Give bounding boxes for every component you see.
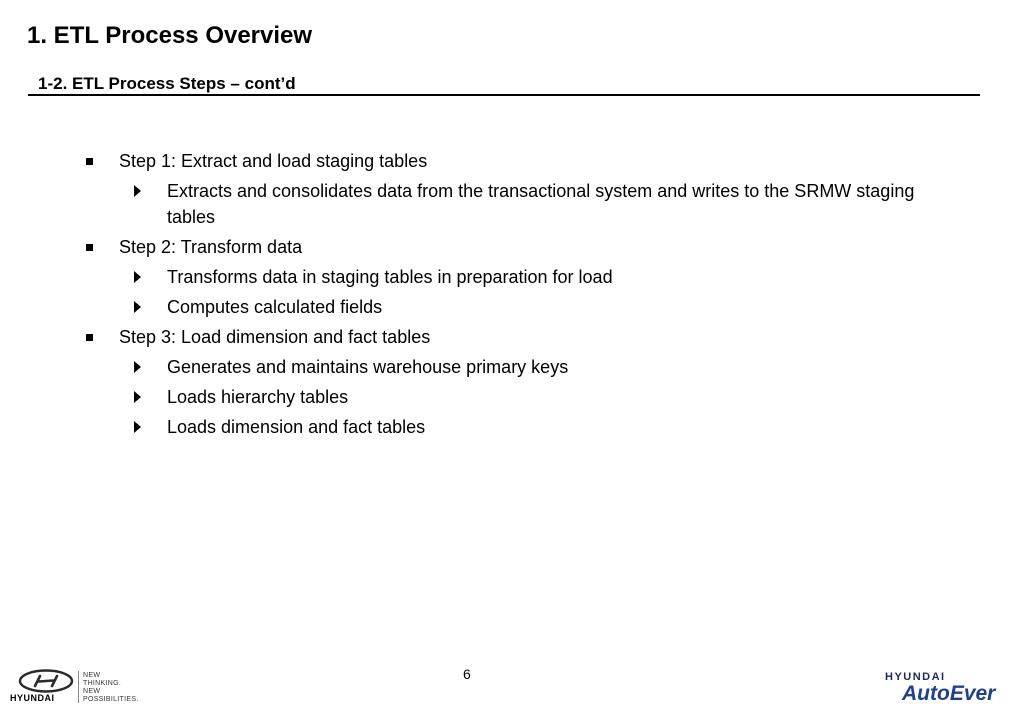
- autoever-brand: HYUNDAI: [885, 671, 946, 683]
- triangle-bullet-icon: [134, 301, 141, 313]
- step-label: Step 1: Extract and load staging tables: [119, 151, 428, 171]
- hyundai-logo: [10, 669, 140, 705]
- logo-divider: [78, 671, 79, 703]
- sub-item-text: Generates and maintains warehouse primary keys: [167, 357, 569, 377]
- sub-item-text: Loads hierarchy tables: [167, 387, 349, 407]
- square-bullet-icon: [86, 244, 93, 251]
- sub-item: [86, 178, 926, 230]
- sub-item-text: Extracts and consolidates data from the transactional system and writes to the SRMW staging tables: [167, 181, 915, 227]
- triangle-bullet-icon: [134, 185, 141, 197]
- hyundai-wordmark: HYUNDAI: [10, 693, 55, 703]
- slide-subtitle: 1-2. ETL Process Steps – cont’d: [38, 74, 296, 93]
- triangle-bullet-icon: [134, 361, 141, 373]
- slogan-line: NEW: [83, 688, 101, 695]
- sub-item: [86, 354, 926, 380]
- triangle-bullet-icon: [134, 421, 141, 433]
- triangle-bullet-icon: [134, 391, 141, 403]
- square-bullet-icon: [86, 158, 93, 165]
- step-item: [86, 148, 926, 174]
- hyundai-slogan: [83, 672, 139, 704]
- autoever-logo: [880, 672, 1016, 708]
- step-label: Step 2: Transform data: [119, 237, 303, 257]
- sub-item: [86, 264, 926, 290]
- sub-item: [86, 384, 926, 410]
- sub-item-text: Loads dimension and fact tables: [167, 417, 426, 437]
- page-number: 6: [463, 666, 471, 682]
- sub-item-text: Transforms data in staging tables in preparation for load: [167, 267, 613, 287]
- triangle-bullet-icon: [134, 271, 141, 283]
- autoever-name: AutoEver: [902, 682, 996, 705]
- slogan-line: POSSIBILITIES.: [83, 696, 139, 703]
- step-item: [86, 324, 926, 350]
- step-list: [86, 148, 926, 444]
- step-label: Step 3: Load dimension and fact tables: [119, 327, 431, 347]
- sub-item-text: Computes calculated fields: [167, 297, 383, 317]
- subtitle-bar: [28, 74, 980, 96]
- hyundai-emblem-icon: [18, 669, 74, 693]
- sub-item: [86, 294, 926, 320]
- slogan-line: NEW: [83, 672, 101, 679]
- sub-item: [86, 414, 926, 440]
- slogan-line: THINKING.: [83, 680, 122, 687]
- slide-title: 1. ETL Process Overview: [27, 22, 313, 49]
- square-bullet-icon: [86, 334, 93, 341]
- step-item: [86, 234, 926, 260]
